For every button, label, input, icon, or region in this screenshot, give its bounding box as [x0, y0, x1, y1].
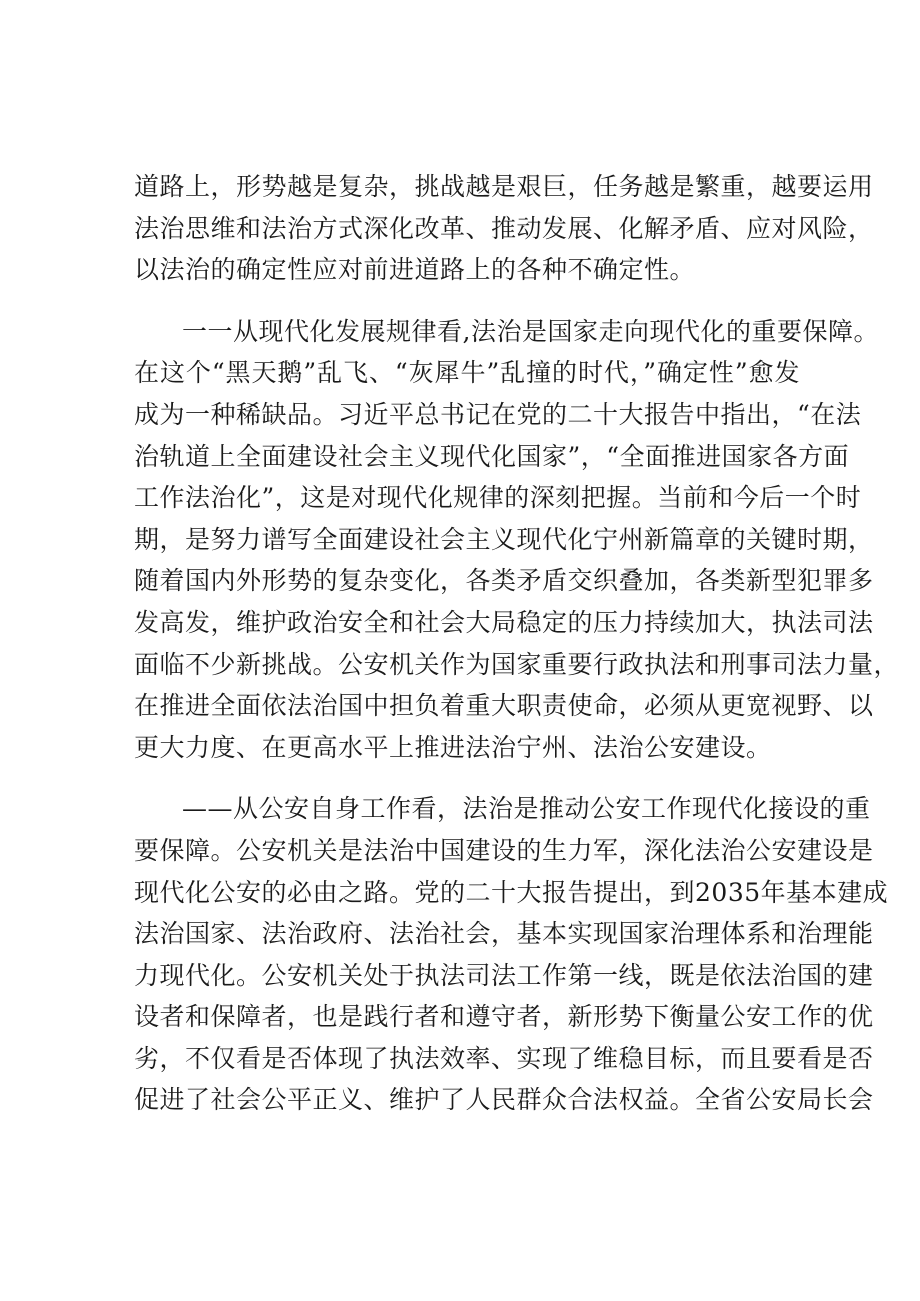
- paragraph: [134, 166, 874, 291]
- text-line: 期，是努力谱写全面建设社会主义现代化宁州新篇章的关键时期，: [134, 524, 874, 554]
- text-line: 发高发，维护政治安全和社会大局稳定的压力持续加大，执法司法: [134, 607, 874, 637]
- text-line: 法治国家、法治政府、法治社会，基本实现国家治理体系和治理能: [134, 919, 874, 949]
- document-body: [134, 166, 900, 1121]
- text-line: 促进了社会公平正义、维护了人民群众合法权益。全省公安局长会: [134, 1085, 874, 1115]
- text-line: 一一从现代化发展规律看,法治是国家走向现代化的重要保障。: [182, 316, 879, 346]
- paragraph: [134, 311, 900, 769]
- paragraph-gap: [134, 768, 800, 788]
- text-line: ——从公安自身工作看，法治是推动公安工作现代化接设的重: [182, 794, 871, 824]
- paragraph-gap: [134, 291, 800, 311]
- text-line: 治轨道上全面建设社会主义现代化国家”，“全面推进国家各方面: [134, 441, 850, 471]
- text-line: 力现代化。公安机关处于执法司法工作第一线，既是依法治国的建: [134, 960, 874, 990]
- text-line: 更大力度、在更高水平上推进法治宁州、法治公安建设。: [134, 732, 772, 762]
- text-line: 随着国内外形势的复杂变化，各类矛盾交织叠加，各类新型犯罪多: [134, 566, 874, 596]
- text-line: 现代化公安的必由之路。党的二十大报告提出，到2035年基本建成: [134, 877, 889, 907]
- text-line: 面临不少新挑战。公安机关作为国家重要行政执法和刑事司法力量，: [134, 649, 900, 679]
- text-line: 成为一种稀缺品。习近平总书记在党的二十大报告中指出，“在法: [134, 399, 862, 429]
- text-line: 要保障。公安机关是法治中国建设的生力军，深化法治公安建设是: [134, 835, 874, 865]
- text-line: 在这个“黑天鹅”乱飞、“灰犀牛”乱撞的时代，”确定性”愈发: [134, 358, 800, 388]
- text-line: 在推进全面依法治国中担负着重大职责使命，必须从更宽视野、以: [134, 691, 874, 721]
- text-line: 工作法治化”，这是对现代化规律的深刻把握。当前和今后一个时: [134, 483, 862, 513]
- paragraph: [134, 788, 889, 1121]
- text-line: 法治思维和法治方式深化改革、推动发展、化解矛盾、应对风险，: [134, 213, 874, 243]
- text-line: 道路上，形势越是复杂，挑战越是艰巨，任务越是繁重，越要运用: [134, 172, 874, 201]
- text-line: 劣，不仅看是否体现了执法效率、实现了维稳目标，而且要看是否: [134, 1043, 874, 1073]
- text-line: 以法治的确定性应对前进道路上的各种不确定性。: [134, 255, 696, 285]
- text-line: 设者和保障者，也是践行者和遵守者，新形势下衡量公安工作的优: [134, 1002, 874, 1032]
